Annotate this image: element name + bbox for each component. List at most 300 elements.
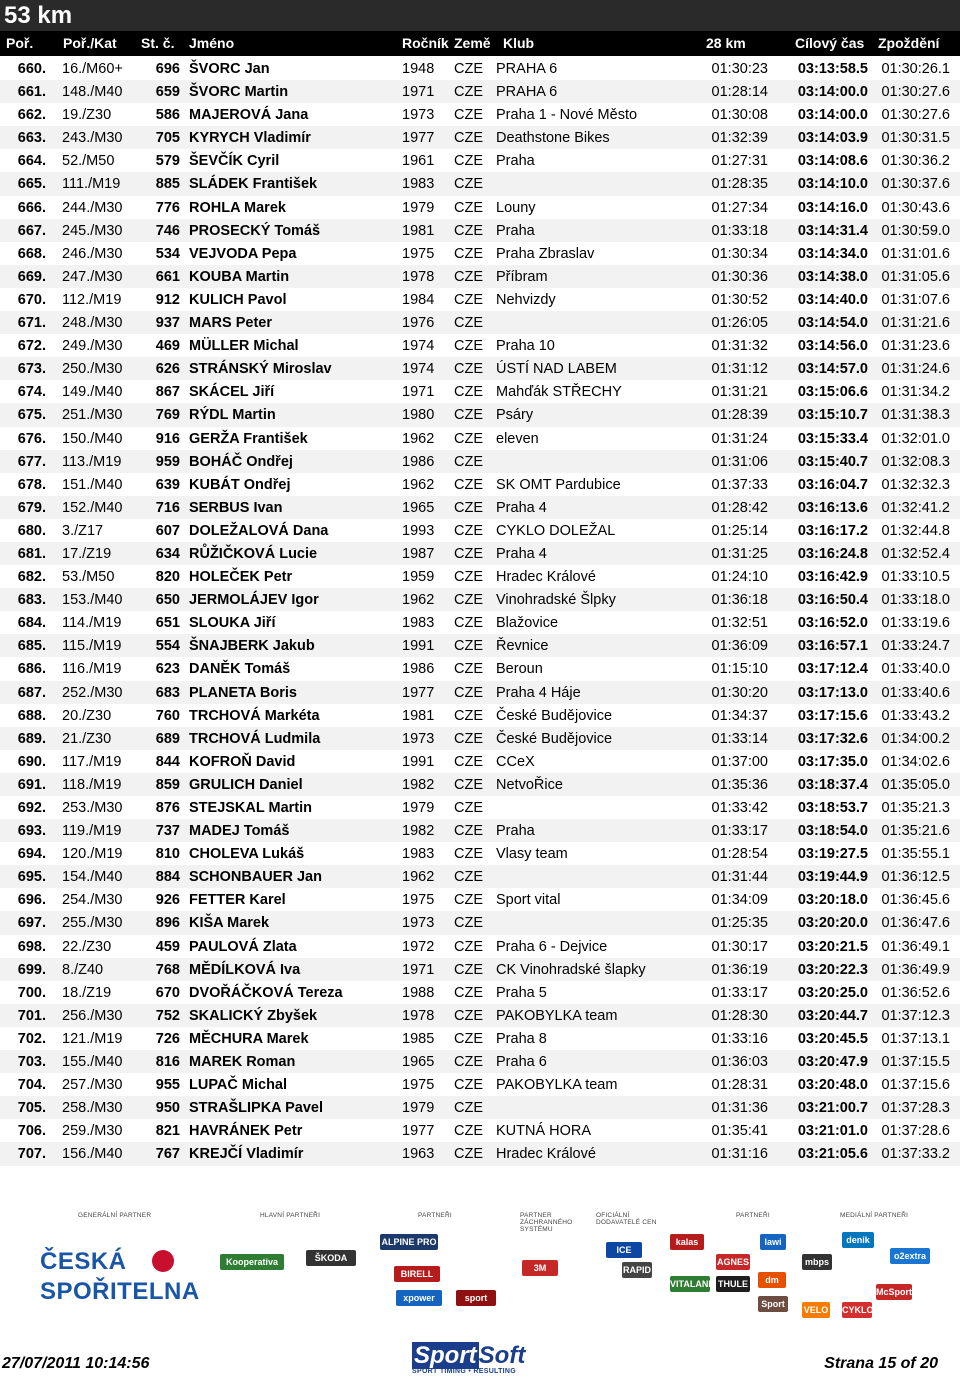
cell-finish-time: 03:17:15.6 [797, 707, 868, 724]
cell-category-position: 150./M40 [62, 430, 123, 447]
cell-category-position: 243./M30 [62, 130, 123, 147]
cell-start-number: 650 [155, 592, 180, 609]
cell-start-number: 959 [155, 453, 180, 470]
cell-position: 700. [17, 984, 46, 1001]
cell-delay: 01:30:26.1 [881, 61, 950, 77]
cell-category-position: 117./M19 [62, 753, 122, 770]
cell-start-number: 554 [155, 638, 180, 655]
cell-category-position: 155./M40 [62, 1054, 123, 1071]
table-row [0, 727, 960, 750]
cell-28km: 01:30:34 [711, 245, 768, 262]
cell-position: 693. [17, 823, 46, 840]
cell-finish-time: 03:14:34.0 [797, 245, 868, 262]
col-header-por-kat: Poř./Kat [63, 35, 117, 51]
table-row [0, 888, 960, 911]
cell-delay: 01:35:55.1 [881, 846, 950, 863]
cell-28km: 01:35:36 [711, 776, 768, 793]
cell-year: 1981 [402, 222, 435, 239]
cell-finish-time: 03:19:27.5 [797, 846, 868, 863]
cell-28km: 01:30:17 [711, 938, 768, 955]
cell-finish-time: 03:14:10.0 [797, 176, 868, 193]
cell-category-position: 254./M30 [62, 892, 123, 909]
sponsor-label: GENERÁLNÍ PARTNER [78, 1212, 152, 1219]
cell-name: JERMOLÁJEV Igor [189, 592, 319, 609]
cell-name: DANĚK Tomáš [189, 661, 291, 678]
cell-28km: 01:15:10 [711, 661, 768, 678]
cell-category-position: 148./M40 [62, 84, 123, 101]
cell-position: 682. [17, 569, 46, 586]
cell-finish-time: 03:14:40.0 [797, 291, 868, 308]
cell-delay: 01:36:49.9 [881, 961, 950, 978]
cell-finish-time: 03:16:57.1 [797, 638, 868, 655]
cell-finish-time: 03:15:06.6 [797, 384, 868, 401]
cell-28km: 01:33:14 [711, 730, 768, 747]
sponsor-logo: Kooperativa [220, 1254, 284, 1270]
table-row [0, 519, 960, 542]
cell-position: 685. [17, 638, 46, 655]
cell-delay: 01:31:38.3 [881, 407, 950, 424]
cell-country: CZE [454, 846, 483, 863]
cell-delay: 01:33:40.6 [881, 684, 950, 701]
sponsor-logo: o2extra [890, 1248, 930, 1264]
cell-year: 1973 [402, 730, 435, 747]
cell-start-number: 912 [155, 291, 180, 308]
cell-start-number: 767 [155, 1146, 180, 1163]
cell-finish-time: 03:14:08.6 [797, 153, 868, 170]
cell-finish-time: 03:20:44.7 [797, 1007, 868, 1024]
table-row [0, 334, 960, 357]
cell-country: CZE [454, 1100, 483, 1117]
cell-finish-time: 03:20:21.5 [797, 938, 868, 955]
cell-country: CZE [454, 730, 483, 747]
cell-finish-time: 03:21:01.0 [797, 1123, 868, 1140]
page-number: Strana 15 of 20 [824, 1355, 938, 1372]
cell-year: 1983 [402, 846, 435, 863]
cell-category-position: 245./M30 [62, 222, 123, 239]
cell-start-number: 867 [155, 384, 180, 401]
cell-finish-time: 03:13:58.5 [797, 61, 868, 77]
cell-category-position: 249./M30 [62, 338, 123, 355]
cell-delay: 01:32:41.2 [881, 499, 950, 516]
cell-category-position: 113./M19 [62, 453, 122, 470]
cell-finish-time: 03:16:50.4 [797, 592, 868, 609]
table-row [0, 357, 960, 380]
cell-category-position: 19./Z30 [62, 107, 112, 124]
cell-delay: 01:31:07.6 [881, 291, 950, 308]
cell-start-number: 534 [155, 245, 180, 262]
cell-country: CZE [454, 407, 483, 424]
cell-delay: 01:36:47.6 [881, 915, 950, 932]
cell-start-number: 844 [155, 753, 180, 770]
sponsor-logo: dm [758, 1272, 786, 1288]
cell-finish-time: 03:14:54.0 [797, 315, 868, 332]
cell-year: 1977 [402, 130, 435, 147]
cell-start-number: 926 [155, 892, 180, 909]
cell-position: 671. [17, 315, 46, 332]
cell-finish-time: 03:14:31.4 [797, 222, 868, 239]
cell-category-position: 118./M19 [62, 776, 122, 793]
cell-year: 1974 [402, 338, 435, 355]
cell-start-number: 810 [155, 846, 180, 863]
cell-delay: 01:36:52.6 [881, 984, 950, 1001]
cell-name: LUPAČ Michal [189, 1077, 288, 1094]
table-row [0, 103, 960, 126]
table-row [0, 796, 960, 819]
cell-year: 1983 [402, 176, 435, 193]
cell-category-position: 156./M40 [62, 1146, 123, 1163]
cell-finish-time: 03:15:10.7 [797, 407, 868, 424]
cell-name: GRULICH Daniel [189, 776, 303, 793]
cell-club: PRAHA 6 [496, 84, 558, 101]
cell-year: 1973 [402, 915, 435, 932]
brand-subtitle: SPORT TIMING • RESULTING [412, 1368, 517, 1375]
cell-start-number: 884 [155, 869, 180, 886]
cell-year: 1971 [402, 961, 435, 978]
cell-28km: 01:27:34 [711, 199, 768, 216]
cell-category-position: 52./M50 [62, 153, 115, 170]
cell-club: Praha [496, 823, 535, 840]
cell-delay: 01:30:36.2 [881, 153, 950, 170]
cell-delay: 01:33:10.5 [881, 569, 950, 586]
cell-category-position: 115./M19 [62, 638, 122, 655]
cell-year: 1948 [402, 61, 435, 77]
table-row [0, 819, 960, 842]
sponsor-label: PARTNER ZÁCHRANNÉHO SYSTÉMU [520, 1212, 573, 1233]
cell-start-number: 776 [155, 199, 180, 216]
cell-finish-time: 03:17:35.0 [797, 753, 868, 770]
cell-position: 664. [17, 153, 46, 170]
cell-position: 675. [17, 407, 46, 424]
cell-name: KUBÁT Ondřej [189, 476, 291, 493]
cell-category-position: 22./Z30 [62, 938, 112, 955]
cell-club: CCeX [496, 753, 535, 770]
sponsor-logo: ICE [606, 1242, 642, 1258]
cell-category-position: 114./M19 [62, 615, 122, 632]
cell-delay: 01:31:24.6 [881, 361, 950, 378]
cell-year: 1979 [402, 800, 435, 816]
table-row [0, 80, 960, 103]
cell-delay: 01:33:18.0 [881, 592, 950, 609]
col-header-year: Ročník [402, 35, 449, 51]
cell-28km: 01:31:36 [711, 1100, 768, 1117]
cell-name: HAVRÁNEK Petr [189, 1123, 303, 1140]
table-row [0, 981, 960, 1004]
cell-start-number: 885 [155, 176, 180, 193]
cell-name: SLÁDEK František [189, 176, 318, 193]
cell-name: ŠEVČÍK Cyril [189, 153, 280, 170]
cell-country: CZE [454, 430, 483, 447]
cell-name: VEJVODA Pepa [189, 245, 297, 262]
cell-28km: 01:25:14 [711, 522, 768, 539]
cell-name: ŠNAJBERK Jakub [189, 638, 315, 655]
cell-start-number: 769 [155, 407, 180, 424]
table-row [0, 935, 960, 958]
cell-28km: 01:30:20 [711, 684, 768, 701]
cell-name: MADEJ Tomáš [189, 823, 290, 840]
cell-country: CZE [454, 638, 483, 655]
cell-position: 696. [17, 892, 46, 909]
cell-year: 1963 [402, 1146, 435, 1163]
cell-club: České Budějovice [496, 707, 613, 724]
cell-category-position: 153./M40 [62, 592, 123, 609]
cell-category-position: 151./M40 [62, 476, 123, 493]
cell-finish-time: 03:14:57.0 [797, 361, 868, 378]
cell-position: 665. [17, 176, 46, 193]
col-header-country: Země [454, 35, 491, 51]
cell-finish-time: 03:16:04.7 [797, 476, 868, 493]
cell-year: 1979 [402, 199, 435, 216]
cell-name: STEJSKAL Martin [189, 800, 313, 816]
sponsor-logo: xpower [396, 1290, 442, 1306]
cell-start-number: 876 [155, 800, 180, 816]
cell-start-number: 469 [155, 338, 180, 355]
table-row [0, 403, 960, 426]
cell-finish-time: 03:18:53.7 [797, 800, 868, 816]
cell-start-number: 916 [155, 430, 180, 447]
cell-start-number: 937 [155, 315, 180, 332]
sponsor-logo: 3M [522, 1260, 558, 1276]
cell-start-number: 726 [155, 1030, 180, 1047]
table-row [0, 865, 960, 888]
sportsoft-logo [412, 1342, 552, 1378]
cell-club: Hradec Králové [496, 1146, 596, 1163]
cell-delay: 01:35:21.3 [881, 800, 950, 816]
cell-category-position: 18./Z19 [62, 984, 112, 1001]
cell-country: CZE [454, 545, 483, 562]
cell-name: ROHLA Marek [189, 199, 286, 216]
cell-delay: 01:37:33.2 [881, 1146, 950, 1163]
cell-start-number: 661 [155, 268, 180, 285]
cell-position: 705. [17, 1100, 46, 1117]
sponsor-logo: ALPINE PRO [380, 1234, 438, 1250]
cell-year: 1965 [402, 499, 435, 516]
cell-country: CZE [454, 245, 483, 262]
cell-start-number: 768 [155, 961, 180, 978]
cell-start-number: 955 [155, 1077, 180, 1094]
cell-position: 661. [17, 84, 46, 101]
cell-club: Louny [496, 199, 536, 216]
cell-start-number: 705 [155, 130, 180, 147]
cell-club: Praha 10 [496, 338, 555, 355]
cell-delay: 01:30:31.5 [881, 130, 950, 147]
cell-country: CZE [454, 268, 483, 285]
cell-name: MĚDÍLKOVÁ Iva [189, 961, 301, 978]
cell-year: 1977 [402, 1123, 435, 1140]
cell-start-number: 670 [155, 984, 180, 1001]
cell-delay: 01:32:52.4 [881, 545, 950, 562]
cell-category-position: 112./M19 [62, 291, 122, 308]
cell-category-position: 119./M19 [62, 823, 122, 840]
cell-start-number: 651 [155, 615, 180, 632]
cell-28km: 01:26:05 [711, 315, 768, 332]
cell-country: CZE [454, 361, 483, 378]
cell-country: CZE [454, 1146, 483, 1163]
cell-year: 1975 [402, 1077, 435, 1094]
cell-start-number: 683 [155, 684, 180, 701]
cell-28km: 01:28:30 [711, 1007, 768, 1024]
cell-position: 698. [17, 938, 46, 955]
cell-start-number: 737 [155, 823, 180, 840]
cell-finish-time: 03:20:18.0 [797, 892, 868, 909]
cell-name: FETTER Karel [189, 892, 286, 909]
cell-year: 1988 [402, 984, 435, 1001]
table-row [0, 542, 960, 565]
brand-second: Soft [478, 1342, 526, 1369]
cell-finish-time: 03:20:47.9 [797, 1054, 868, 1071]
col-header-finish-time: Cílový čas [795, 35, 865, 51]
cell-category-position: 16./M60+ [62, 61, 123, 77]
table-row [0, 311, 960, 334]
cell-position: 687. [17, 684, 46, 701]
cell-category-position: 258./M30 [62, 1100, 123, 1117]
cell-delay: 01:37:15.6 [881, 1077, 950, 1094]
cell-position: 668. [17, 245, 46, 262]
cell-club: KUTNÁ HORA [496, 1123, 592, 1140]
cell-position: 672. [17, 338, 46, 355]
cell-28km: 01:25:35 [711, 915, 768, 932]
cell-name: ŠVORC Jan [189, 61, 270, 77]
cell-28km: 01:33:42 [711, 800, 768, 816]
sponsor-logo: BIRELL [394, 1266, 440, 1282]
cell-28km: 01:28:31 [711, 1077, 768, 1094]
cell-year: 1973 [402, 107, 435, 124]
cell-category-position: 111./M19 [62, 176, 121, 193]
col-header-por: Poř. [6, 35, 34, 51]
cell-country: CZE [454, 661, 483, 678]
cell-start-number: 634 [155, 545, 180, 562]
sponsor-logo: VITALAND [670, 1276, 710, 1292]
cell-delay: 01:36:45.6 [881, 892, 950, 909]
cell-year: 1983 [402, 615, 435, 632]
cell-delay: 01:37:12.3 [881, 1007, 950, 1024]
table-row [0, 196, 960, 219]
cell-delay: 01:37:15.5 [881, 1054, 950, 1071]
col-header-club: Klub [503, 35, 535, 51]
cell-name: SKALICKÝ Zbyšek [189, 1007, 318, 1024]
col-header-name: Jméno [189, 35, 235, 51]
cell-28km: 01:31:21 [711, 384, 768, 401]
cell-name: CHOLEVA Lukáš [189, 846, 305, 863]
sponsor-label: OFICIÁLNÍ DODAVATELÉ CEN [596, 1212, 657, 1226]
cell-finish-time: 03:16:24.8 [797, 545, 868, 562]
cell-country: CZE [454, 522, 483, 539]
cell-start-number: 623 [155, 661, 180, 678]
table-row [0, 288, 960, 311]
cell-name: SCHONBAUER Jan [189, 869, 322, 886]
cell-name: MAREK Roman [189, 1054, 296, 1071]
cell-start-number: 896 [155, 915, 180, 932]
cell-country: CZE [454, 1007, 483, 1024]
sponsor-logo: RAPID [622, 1262, 652, 1278]
cell-28km: 01:28:39 [711, 407, 768, 424]
cell-name: RÝDL Martin [189, 407, 276, 424]
cell-delay: 01:37:28.6 [881, 1123, 950, 1140]
cell-position: 673. [17, 361, 46, 378]
cell-position: 701. [17, 1007, 46, 1024]
cell-country: CZE [454, 222, 483, 239]
cell-year: 1977 [402, 684, 435, 701]
cell-delay: 01:32:44.8 [881, 522, 950, 539]
cell-start-number: 816 [155, 1054, 180, 1071]
cell-position: 703. [17, 1054, 46, 1071]
cell-delay: 01:30:27.6 [881, 107, 950, 124]
cell-name: STRAŠLIPKA Pavel [189, 1100, 324, 1117]
sponsor-logo: ŠKODA [306, 1250, 356, 1266]
cell-country: CZE [454, 107, 483, 124]
cell-name: MARS Peter [189, 315, 272, 332]
cell-position: 699. [17, 961, 46, 978]
cell-28km: 01:31:25 [711, 545, 768, 562]
cell-finish-time: 03:20:48.0 [797, 1077, 868, 1094]
cell-category-position: 255./M30 [62, 915, 123, 932]
cell-club: CYKLO DOLEŽAL [496, 522, 616, 539]
cell-club: Blažovice [496, 615, 559, 632]
cell-name: BOHÁČ Ondřej [189, 453, 293, 470]
cell-club: NetvoŘice [496, 776, 563, 793]
cell-club: CK Vinohradské šlapky [496, 961, 646, 978]
cell-finish-time: 03:17:13.0 [797, 684, 868, 701]
cell-position: 670. [17, 291, 46, 308]
title-band [0, 0, 960, 31]
cell-name: PLANETA Boris [189, 684, 297, 701]
sponsor-logo: McSport [876, 1284, 912, 1300]
cell-28km: 01:30:52 [711, 291, 768, 308]
cell-club: Praha 1 - Nové Město [496, 107, 638, 124]
cell-position: 674. [17, 384, 46, 401]
table-row [0, 704, 960, 727]
sponsor-logo: sport obchod [456, 1290, 496, 1306]
cell-start-number: 859 [155, 776, 180, 793]
cell-delay: 01:34:00.2 [881, 730, 950, 747]
cell-club: Praha [496, 222, 535, 239]
cell-position: 688. [17, 707, 46, 724]
cell-28km: 01:24:10 [711, 569, 768, 586]
cell-finish-time: 03:21:00.7 [797, 1100, 868, 1117]
cell-finish-time: 03:18:54.0 [797, 823, 868, 840]
cell-28km: 01:37:33 [711, 476, 768, 493]
cell-position: 686. [17, 661, 46, 678]
cell-club: PRAHA 6 [496, 61, 558, 77]
cell-delay: 01:33:24.7 [881, 638, 950, 655]
cell-category-position: 252./M30 [62, 684, 123, 701]
cell-28km: 01:35:41 [711, 1123, 768, 1140]
cell-28km: 01:34:37 [711, 707, 768, 724]
cell-name: SERBUS Ivan [189, 499, 283, 516]
cell-club: Deathstone Bikes [496, 130, 610, 147]
cell-start-number: 626 [155, 361, 180, 378]
cell-club: Praha 4 Háje [496, 684, 581, 701]
cell-28km: 01:31:06 [711, 453, 768, 470]
cell-28km: 01:32:39 [711, 130, 768, 147]
cell-year: 1978 [402, 268, 435, 285]
table-row [0, 1142, 960, 1165]
cell-finish-time: 03:20:20.0 [797, 915, 868, 932]
cell-year: 1981 [402, 707, 435, 724]
cell-position: 660. [17, 61, 46, 77]
cell-28km: 01:34:09 [711, 892, 768, 909]
sponsor-label: MEDIÁLNÍ PARTNEŘI [840, 1212, 909, 1219]
cell-country: CZE [454, 984, 483, 1001]
cell-position: 704. [17, 1077, 46, 1094]
cell-delay: 01:37:28.3 [881, 1100, 950, 1117]
sponsor-logo: AGNES [716, 1254, 750, 1270]
cell-country: CZE [454, 684, 483, 701]
cell-country: CZE [454, 938, 483, 955]
cell-year: 1991 [402, 753, 435, 770]
cell-category-position: 248./M30 [62, 315, 123, 332]
cell-28km: 01:32:51 [711, 615, 768, 632]
cell-country: CZE [454, 1077, 483, 1094]
